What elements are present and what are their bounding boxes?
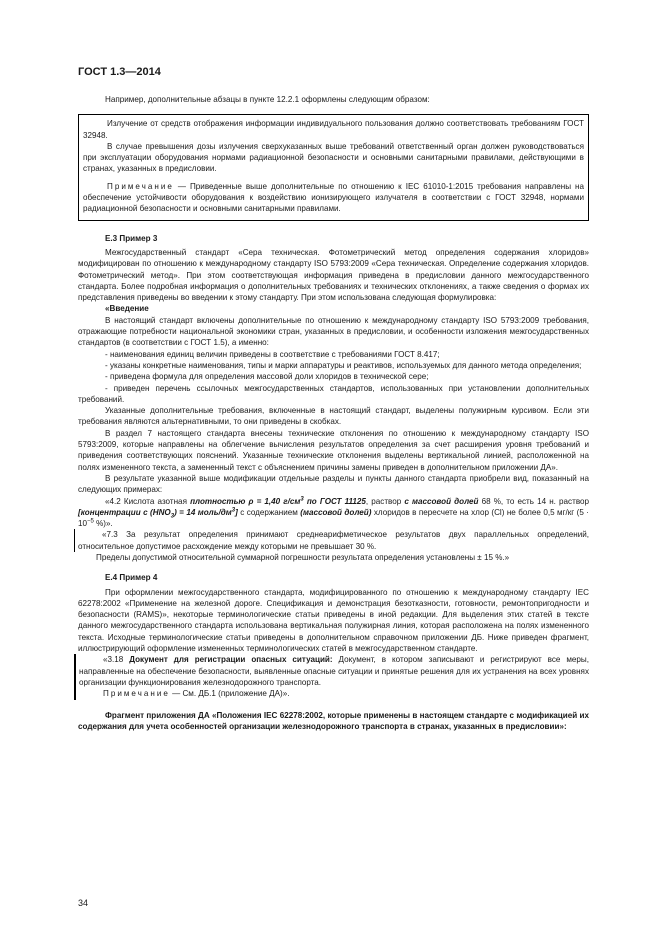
page-body bbox=[78, 94, 589, 732]
example-box bbox=[78, 114, 589, 220]
e3-paragraph-3: Указанные дополнительные требования, включенные в настоящий стандарт, выделены полужирным курсивом. Если эти требования являются альтернативными, то они приведены в скобках. bbox=[78, 406, 589, 427]
e3-paragraph-5: В результате указанной выше модификации отдельные разделы и пункты данного стандарта приобрели вид, показанный на следующих примерах: bbox=[78, 473, 589, 495]
box-paragraph-2: В случае превышения дозы излучения сверхуказанных выше требований ответственный орган должен руководствоваться при эксплуатации оборудования нормами радиационной безопасности и основными санитарными правилами, действующими в странах, указанных в предисловии. bbox=[83, 141, 584, 174]
e4-term-note: Примечание — См. ДБ.1 (приложение ДА)». bbox=[103, 689, 290, 699]
e3-paragraph-1: Межгосударственный стандарт «Сера техническая. Фотометрический метод определения содержания хлоридов» модифицирован по отношению к международному стандарту ISO 5793:2009 «Сера техническая. Определение содержания хлоридов. Фотометрический метод». При этом соответствующая информация приведена в предисловии данного межгосударственного стандарта. Более подробная информация о дополнительных требованиях и технических отклонениях, а также сведения о формах их представления приведены во введении к этому стандарту. При этом использована следующая формулировка: bbox=[78, 247, 589, 303]
e3-list-item-1: - наименования единиц величин приведены в соответствие с требованиями ГОСТ 8.417; bbox=[105, 349, 440, 359]
intro-paragraph: Например, дополнительные абзацы в пункте 12.2.1 оформлены следующим образом: bbox=[105, 95, 430, 104]
note-label: Примечание bbox=[107, 181, 174, 191]
e4-term-marker bbox=[74, 654, 589, 699]
e3-example-7-3-limits: Пределы допустимой относительной суммарной погрешности результата определения установлены ± 15 %.» bbox=[96, 552, 510, 562]
page-number: 34 bbox=[78, 898, 89, 908]
e4-term-3-18: «3.18 Документ для регистрации опасных ситуаций: Документ, в котором записывают и регистрируют все меры, направленные на обеспечение безопасности, выявленные опасные ситуации и принятые решения для их устранения на всех уровнях организации функционирования железнодорожного транспорта. bbox=[79, 655, 589, 687]
e3-paragraph-2: В настоящий стандарт включены дополнительные по отношению к международному стандарту ISO 5793:2009 требования, отражающие потребности национальной экономики стран, указанных в предисловии, и особенности изложения межгосударственных стандартов (в соответствии с ГОСТ 1.5), а именно: bbox=[78, 315, 589, 348]
e3-paragraph-4: В раздел 7 настоящего стандарта внесены технические отклонения по отношению к международному стандарту ISO 5793:2009, которые направлены на облегчение вычисления результатов определения за счет расширения уровня требований и приведения соответствующих пояснений. Указанные технические отклонения выделены вертикальной линией, расположенной на полях измененного текста, а замененный текст с объяснением причины замены приведен в дополнительном приложении ДА». bbox=[78, 428, 589, 472]
box-paragraph-1: Излучение от средств отображения информации индивидуального пользования должно соответствовать требованиям ГОСТ 32948. bbox=[83, 119, 584, 140]
e3-deviation-marker bbox=[74, 529, 589, 552]
e3-list-item-2: - указаны конкретные наименования, типы и марки аппаратуры и реактивов, используемых для данного метода определения; bbox=[105, 360, 582, 370]
section-e4-heading: Е.4 Пример 4 bbox=[105, 573, 158, 583]
e3-list-item-4: - приведен перечень ссылочных межгосударственных стандартов, использованных при установлении дополнительных требований. bbox=[78, 383, 589, 404]
e3-example-4-2: «4.2 Кислота азотная плотностью ρ = 1,40 $г/см^3$ по ГОСТ 11125, раствор с массовой долей 68 %, то есть 14 н. раствор [концентрации с $(HNO_3) = 14$ моль/$дм^3$] с содержанием (массовой долей) хлоридов в пересчете на хлор (Cl) не более 0,5 мг/кг ($5 \cdot 10^{-5}$ %)». bbox=[78, 495, 590, 529]
e4-paragraph-1: При оформлении межгосударственного стандарта, модифицированного по отношению к международному стандарту IEC 62278:2002 «Применение на железной дороге. Спецификация и демонстрация безотказности, готовности, ремонтопригодности и безопасности (RAMS)», некоторые терминологические статьи приведены в иной редакции. Для выделения этих статей в тексте данного межгосударственного стандарта использована вертикальная полужирная линия, которая расположена на полях измененного текста. Исходные терминологические статьи приведены в дополнительном справочном приложении ДБ. Ниже приведен фрагмент, иллюстрирующий оформление измененных терминологических статей в межгосударственном стандарте. bbox=[78, 587, 589, 654]
box-note bbox=[83, 181, 584, 215]
e3-example-7-3: «7.3 За результат определения принимают среднеарифметическое результатов двух параллельных определений, относительное допустимое расхождение между которыми не превышает 30 %. bbox=[78, 530, 589, 551]
e3-introduction-heading: «Введение bbox=[105, 304, 149, 314]
document-header: ГОСТ 1.3—2014 bbox=[78, 66, 161, 78]
e3-list-item-3: - приведена формула для определения массовой доли хлоридов в технической сере; bbox=[105, 372, 429, 382]
section-e3-heading: Е.3 Пример 3 bbox=[105, 233, 158, 243]
note-text: — Приведенные выше дополнительные по отношению к IEC 61010-1:2015 требования направлены на обеспечение устойчивости оборудования к воздействию ионизирующего излучателя в соответствии с ГОСТ 32948, нормами радиационной безопасности и основными санитарными правилами. bbox=[83, 181, 584, 214]
fragment-caption: Фрагмент приложения ДА «Положения IEC 62278:2002, которые применены в настоящем стандарте с модификацией их содержания для учета особенностей организации железнодорожного транспорта в странах, указанных в предисловии»: bbox=[78, 710, 589, 731]
